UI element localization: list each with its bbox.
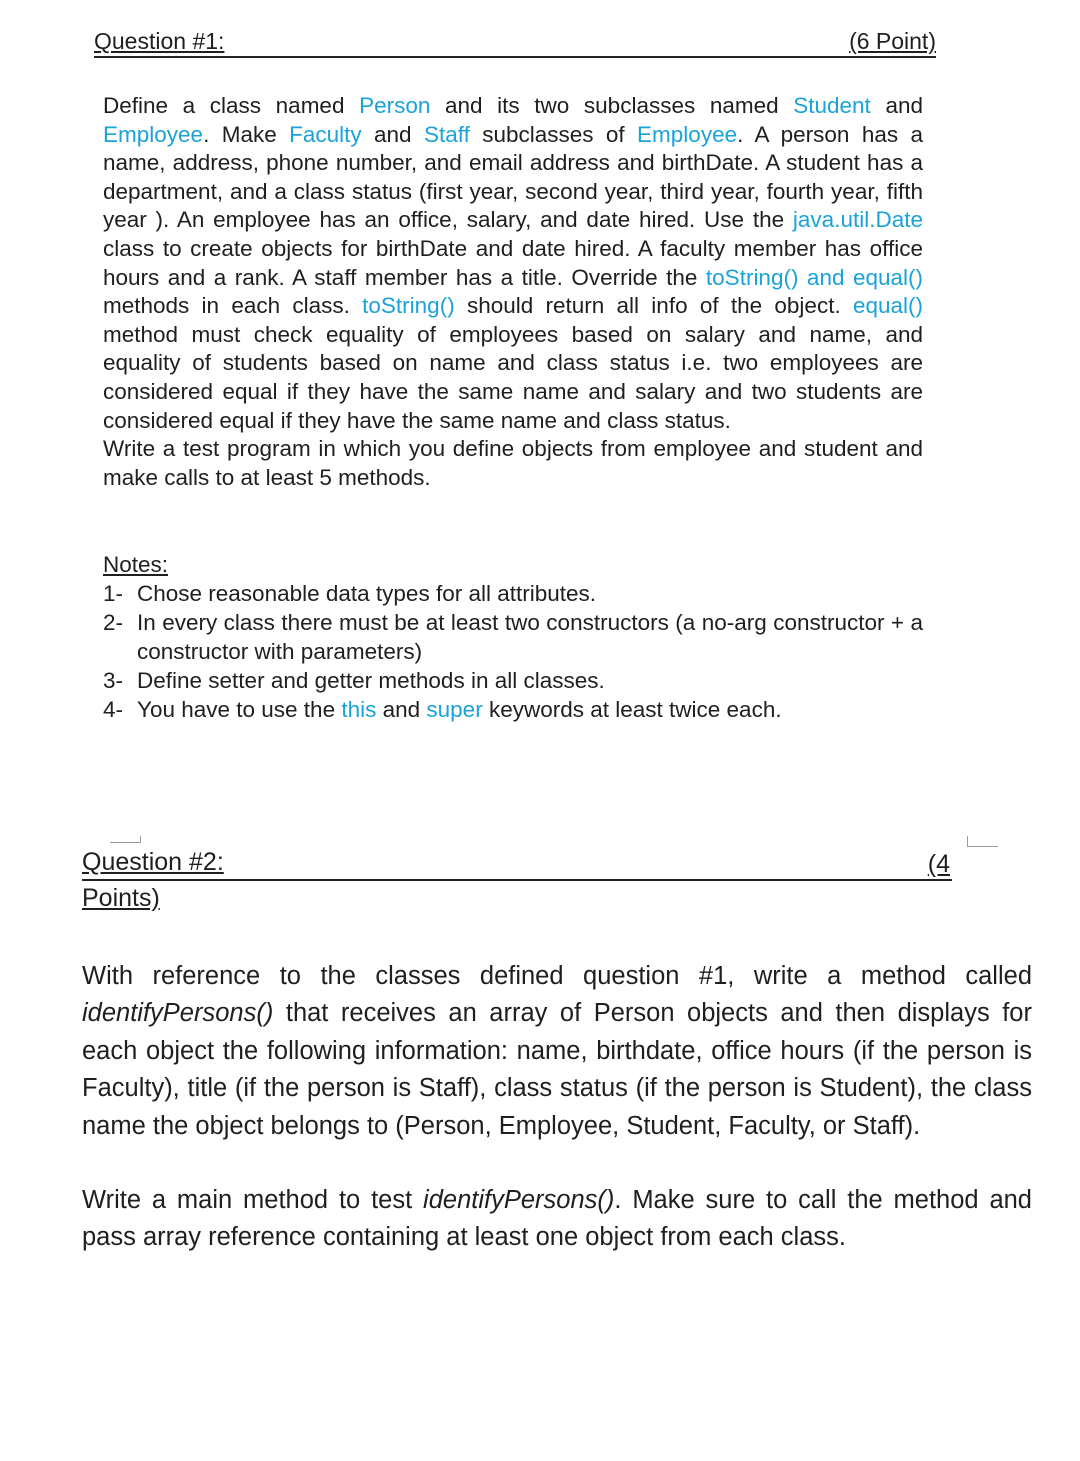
crop-mark-left — [110, 836, 141, 843]
note-item — [103, 608, 923, 666]
question-1-test-program: Write a test program in which you define objects from employee and student and make calls to at least 5 methods. — [103, 436, 923, 490]
note-item — [103, 695, 923, 724]
note-text — [137, 666, 923, 695]
q1-term: Person — [359, 93, 431, 118]
q1-term: java.util.Date — [792, 207, 923, 233]
question-1-title: Question #1: — [94, 28, 225, 54]
q1-text: and its two subclasses named — [430, 93, 794, 118]
question-2-title: Question #2: — [82, 848, 224, 876]
note-text: keywords at least twice each. — [482, 697, 782, 722]
question-1-description — [103, 92, 923, 435]
note-text: and — [376, 697, 427, 722]
note-item — [103, 579, 923, 608]
q1-text: . A person has a name, address, phone number, and email address and birthDate. A student has a department, and a class status (first year, second year, third year, fourth year, fifth year ). An employee has an office, salary, and date hired. Use the — [103, 121, 923, 233]
q1-text: class to create objects for birthDate and date hired. A faculty member has office hours and a rank. A staff member has a title. Override the — [103, 235, 923, 290]
q1-text: subclasses of — [469, 121, 638, 147]
question-1-header — [94, 26, 936, 58]
notes-section — [103, 550, 923, 724]
q1-text: method must check equality of employees based on salary and name, and equality of students based on name and class status i.e. two employees are considered equal if they have the same name and salary and two students are considered equal if they have the same name and class status. — [103, 321, 923, 433]
note-text — [137, 579, 923, 608]
note-number: 1- — [103, 581, 124, 606]
question-2-body — [82, 958, 1032, 1257]
q2-term: identifyPersons() — [82, 999, 274, 1028]
note-term: super — [426, 697, 483, 722]
q2-text: . Make sure to call the method and pass array reference containing at least one object from each class. — [82, 1186, 1032, 1252]
note-text — [137, 695, 923, 724]
q2-text: that receives an array of Person objects and then displays for each object the following information: name, birthdate, office hours (if the person is Faculty), title (if the person is Staff), class status (if the person is Student), the class name the object belongs to (Person, Employee, Student, Faculty, or Staff). — [82, 999, 1032, 1140]
note-text: In every class there must be at least two constructors (a no-arg constructor + a constructor with parameters) — [137, 610, 923, 664]
q1-text: should return all info of the object. — [454, 293, 853, 319]
note-number: 3- — [103, 668, 124, 693]
note-number: 4- — [103, 697, 124, 722]
q1-term: equal() — [852, 293, 923, 319]
question-2-header — [82, 846, 952, 881]
note-term: this — [341, 697, 377, 722]
notes-title: Notes: — [103, 552, 169, 577]
note-number: 2- — [103, 610, 124, 635]
q1-term: Staff — [423, 121, 470, 147]
q2-term: identifyPersons() — [423, 1186, 615, 1215]
note-text: Define setter and getter methods in all classes. — [137, 668, 605, 693]
question-2-points-part2: Points) — [82, 884, 160, 912]
notes-list — [103, 579, 923, 724]
note-item — [103, 666, 923, 695]
q1-term: toString() and equal() — [705, 264, 923, 290]
q1-text: Define a class named — [103, 93, 360, 118]
q1-text: and — [361, 121, 424, 147]
question-2-main-method — [82, 1182, 1032, 1257]
note-text: You have to use the — [137, 697, 342, 722]
q2-text: Write a main method to test — [82, 1186, 424, 1215]
q1-term: Faculty — [289, 121, 362, 147]
q1-term: Employee — [103, 121, 204, 147]
question-2-description — [82, 958, 1032, 1145]
question-2-points-part1: (4 — [927, 850, 950, 878]
note-text — [137, 608, 923, 666]
q1-term: Student — [793, 93, 871, 118]
q1-term: Employee — [637, 121, 738, 147]
q1-text: and — [870, 93, 923, 118]
question-1-points: (6 Point) — [849, 28, 936, 54]
question-1-body — [103, 92, 923, 492]
q1-text: methods in each class. — [103, 293, 363, 319]
q2-text: With reference to the classes defined question #1, write a method called — [82, 962, 1032, 990]
q1-text: . Make — [203, 121, 290, 147]
crop-mark-right — [967, 836, 998, 847]
note-text: Chose reasonable data types for all attributes. — [137, 581, 597, 606]
q1-term: toString() — [362, 293, 455, 319]
